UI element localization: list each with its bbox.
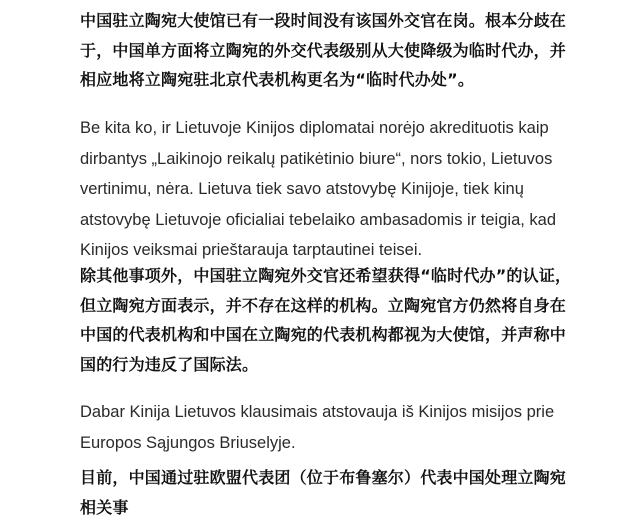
paragraph-lithuanian-1: Be kita ko, ir Lietuvoje Kinijos diplomatai norėjo akredituotis kaip dirbantys „Laikinojo reikalų patikėtinio biure“, nors tokio, Lietuvos vertinimu, nėra. Lietuva tiek savo atstovybę Kinijoje, tiek kinų atstovybę Lietuvoje oficialiai tebelaiko ambasadomis ir teigia, kad Kinijos veiksmai prieštarauja tarptautinei teisei.	[80, 119, 557, 259]
paragraph-lithuanian-2: Dabar Kinija Lietuvos klausimais atstovauja iš Kinijos misijos prie Europos Sąjungos Briuselyje.	[80, 403, 555, 452]
paragraph-chinese-1: 中国驻立陶宛大使馆已有一段时间没有该国外交官在岗。根本分歧在于，中国单方面将立陶宛的外交代表级别从大使降级为临时代办，并相应地将立陶宛驻北京代表机构更名为“临时代办处”。	[80, 11, 567, 90]
paragraph-chinese-3: 目前，中国通过驻欧盟代表团（位于布鲁塞尔）代表中国处理立陶宛相关事	[80, 468, 567, 517]
paragraph-chinese-2: 除其他事项外，中国驻立陶宛外交官还希望获得“临时代办”的认证，但立陶宛方面表示，并不存在这样的机构。立陶宛官方仍然将自身在中国的代表机构和中国在立陶宛的代表机构都视为大使馆，并声称中国的行为违反了国际法。	[80, 266, 572, 374]
